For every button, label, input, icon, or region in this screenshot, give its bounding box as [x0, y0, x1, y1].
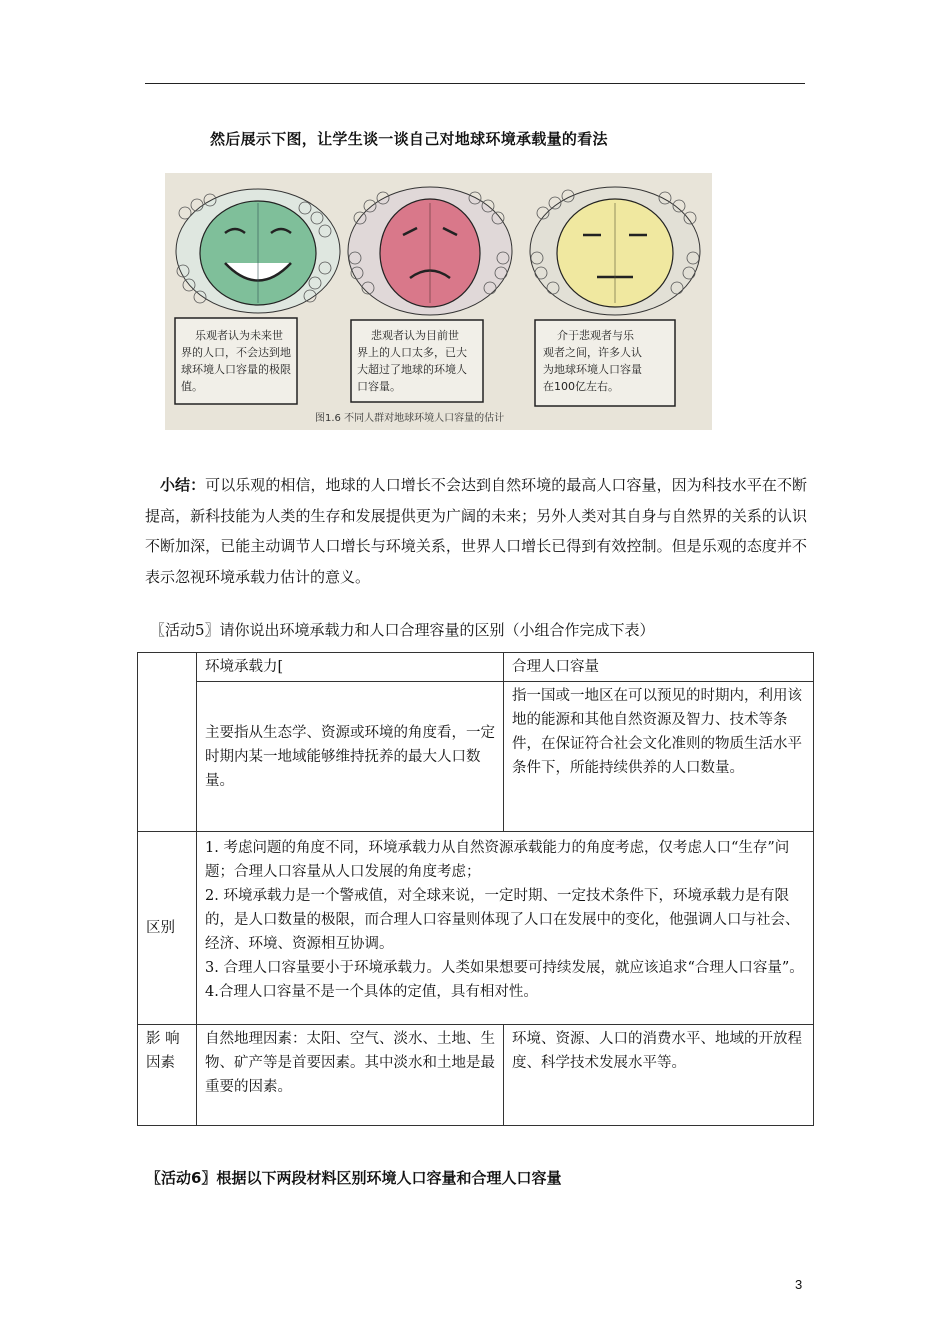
caption-optimist-4: 值。	[181, 380, 203, 393]
caption-pessimist-3: 大超过了地球的环境人	[357, 363, 467, 376]
page-number: 3	[795, 1277, 803, 1292]
table-factor-row	[138, 1025, 814, 1126]
caption-neutral-3: 为地球环境人口容量	[543, 363, 642, 376]
pessimist-globe-icon	[348, 187, 512, 315]
difference-point-1: 1. 考虑问题的角度不同，环境承载力从自然资源承载能力的角度考虑，仅考虑人口“生存”问题；合理人口容量从人口发展的角度考虑；	[205, 840, 790, 880]
factor-reasonable-capacity: 环境、资源、人口的消费水平、地域的开放程度、科学技术发展水平等。	[504, 1025, 814, 1126]
activity-6-heading: 〖活动6〗根据以下两段材料区别环境人口容量和合理人口容量	[146, 1169, 562, 1187]
summary-text: 可以乐观的相信，地球的人口增长不会达到自然环境的最高人口容量，因为科技水平在不断提高，新科技能为人类的生存和发展提供更为广阔的未来；另外人类对其自身与自然界的关系的认识不断加深，已能主动调节人口增长与环境关系，世界人口增长已得到有效控制。但是乐观的态度并不表示忽视环境承载力估计的意义。	[145, 476, 807, 586]
activity-5-heading: 〖活动5〗请你说出环境承载力和人口合理容量的区别（小组合作完成下表）	[150, 621, 655, 639]
intro-text: 然后展示下图，让学生谈一谈自己对地球环境承载量的看法	[210, 130, 608, 148]
factor-label: 影 响因素	[138, 1025, 197, 1126]
summary-paragraph	[145, 470, 807, 592]
difference-point-2: 2. 环境承载力是一个警戒值，对全球来说，一定时期、一定技术条件下，环境承载力是有限的，是人口数量的极限，而合理人口容量则体现了人口在发展中的变化，他强调人口与社会、经济、环境、资源相互协调。	[205, 888, 800, 952]
earth-capacity-figure	[165, 173, 712, 430]
difference-label: 区别	[138, 832, 197, 1025]
definition-carrying-capacity: 主要指从生态学、资源或环境的角度看，一定时期内某一地域能够维持抚养的最大人口数量。	[197, 682, 504, 832]
header-reasonable-capacity: 合理人口容量	[504, 653, 814, 682]
header-carrying-capacity: 环境承载力[	[197, 653, 504, 682]
figure-caption: 图1.6 不同人群对地球环境人口容量的估计	[315, 413, 505, 424]
header-rule	[145, 83, 805, 84]
caption-pessimist-2: 界上的人口太多，已大	[357, 346, 467, 359]
caption-neutral-2: 观者之间，许多人认	[543, 346, 642, 359]
caption-optimist-2: 界的人口，不会达到地	[181, 346, 291, 359]
caption-neutral-4: 在100亿左右。	[543, 380, 619, 393]
optimist-globe-icon	[176, 189, 340, 313]
table-difference-row	[138, 832, 814, 1025]
table-header-row	[138, 653, 814, 682]
table-definition-row	[138, 682, 814, 832]
difference-point-3: 3. 合理人口容量要小于环境承载力。人类如果想要可持续发展，就应该追求“合理人口容量”。	[205, 960, 804, 976]
factor-carrying-capacity: 自然地理因素：太阳、空气、淡水、土地、生物、矿产等是首要因素。其中淡水和土地是最重要的因素。	[197, 1025, 504, 1126]
caption-pessimist-1: 悲观者认为目前世	[371, 329, 459, 342]
neutral-globe-icon	[530, 187, 700, 315]
difference-content	[197, 832, 814, 1025]
comparison-table	[137, 652, 814, 1126]
definition-reasonable-capacity: 指一国或一地区在可以预见的时期内，利用该地的能源和其他自然资源及智力、技术等条件，在保证符合社会文化准则的物质生活水平条件下，所能持续供养的人口数量。	[504, 682, 814, 832]
caption-optimist-3: 球环境人口容量的极限	[181, 363, 291, 376]
caption-optimist-1: 乐观者认为未来世	[195, 329, 283, 342]
caption-pessimist-4: 口容量。	[357, 380, 401, 393]
summary-lead: 小结：	[160, 476, 206, 494]
table-corner-cell	[138, 653, 197, 832]
difference-point-4: 4.合理人口容量不是一个具体的定值，具有相对性。	[205, 984, 538, 1000]
caption-neutral-1: 介于悲观者与乐	[557, 329, 634, 342]
